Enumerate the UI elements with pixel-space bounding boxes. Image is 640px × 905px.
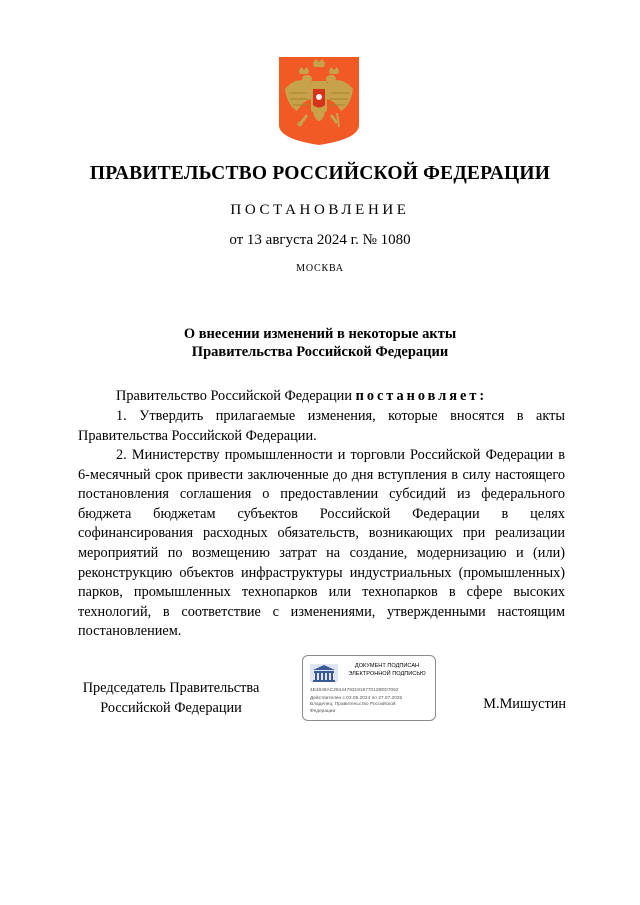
coat-of-arms-icon bbox=[277, 55, 361, 147]
decree-verb: постановляет: bbox=[355, 388, 488, 404]
signatory-position-line-1: Председатель Правительства bbox=[82, 680, 260, 696]
document-type: ПОСТАНОВЛЕНИЕ bbox=[230, 202, 410, 218]
document-city: МОСКВА bbox=[296, 263, 344, 274]
government-building-icon bbox=[309, 662, 339, 684]
document-subject bbox=[0, 325, 640, 361]
decree-intro-text: Правительство Российской Федерации bbox=[116, 388, 356, 404]
stamp-heading-line-1: ДОКУМЕНТ ПОДПИСАН bbox=[354, 663, 420, 669]
stamp-heading-line-2: ЭЛЕКТРОННОЙ ПОДПИСЬЮ bbox=[348, 670, 426, 677]
stamp-certificate: 4E4848AC284447931918770128ED7062 bbox=[310, 688, 399, 693]
decree-item-1: 1. Утвердить прилагаемые изменения, которые вносятся в акты Правительства Российской Федерации. bbox=[78, 408, 565, 444]
stamp-owner-line-1: Владелец: Правительство Российской bbox=[310, 702, 396, 707]
subject-line-2: Правительства Российской Федерации bbox=[191, 344, 449, 360]
stamp-owner-line-2: Федерации bbox=[310, 708, 336, 714]
decree-intro bbox=[78, 387, 565, 407]
government-title: ПРАВИТЕЛЬСТВО РОССИЙСКОЙ ФЕДЕРАЦИИ bbox=[89, 163, 551, 184]
stamp-validity: Действителен с 03.05.2024 по 27.07.2025 bbox=[310, 695, 403, 701]
electronic-signature-stamp bbox=[302, 655, 436, 721]
decree-item-2: 2. Министерству промышленности и торговли Российской Федерации в 6-месячный срок привести заключенные до дня вступления в силу настоящего постановления соглашения о предоставлении субсидий из федерального бюджета бюджетам субъектов Российской Федерации в целях софинансирования расходных обязательств, возникающих при реализации мероприятий по возмещению затрат на создание, модернизацию и (или) реконструкцию объектов инфраструктуры индустриальных (промышленных) парков, промышленных технопарков или технопарков в сфере высоких технологий, в соответствие с изменениями, утвержденными настоящим постановлением. bbox=[78, 447, 565, 640]
subject-line-1: О внесении изменений в некоторые акты bbox=[183, 326, 457, 342]
signatory-name: М.Мишустин bbox=[483, 696, 566, 712]
document-date-number: от 13 августа 2024 г. № 1080 bbox=[229, 232, 411, 248]
signatory-position-line-2: Российской Федерации bbox=[100, 699, 242, 716]
stamp-heading bbox=[343, 663, 431, 678]
signatory-position bbox=[60, 679, 282, 718]
